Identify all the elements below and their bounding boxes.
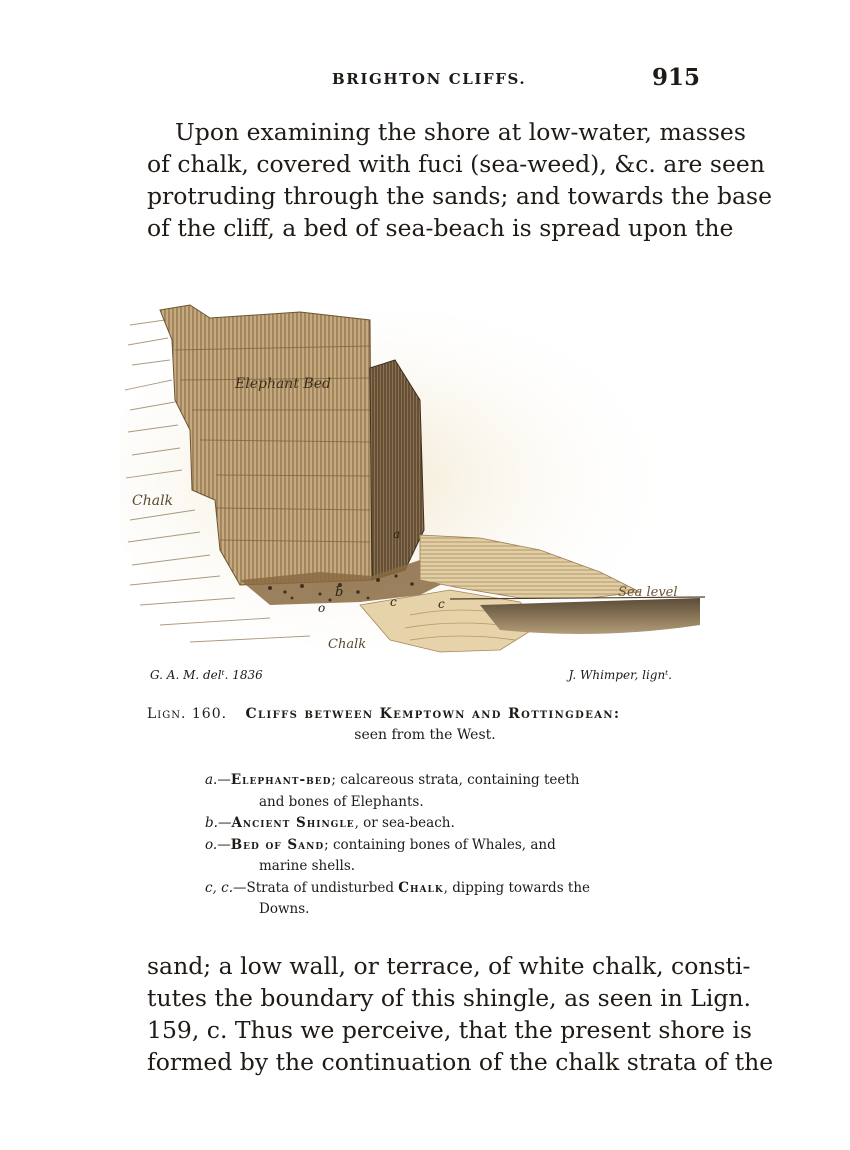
body-paragraph-top	[147, 116, 772, 244]
figure-caption	[147, 704, 703, 746]
text-line: tutes the boundary of this shingle, as seen in Lign.	[147, 984, 752, 1012]
engraving-svg	[120, 280, 710, 670]
running-head	[150, 64, 702, 94]
text-line: protruding through the sands; and towards the base	[147, 182, 772, 210]
legend-term: Ancient Shingle	[231, 815, 355, 831]
credit-engraver: J. Whimper, lignᵗ.	[568, 668, 672, 682]
legend-text: Strata of undisturbed	[246, 879, 399, 896]
legend-item-o: o.—Bed of Sand; containing bones of Whales, and marine shells.	[205, 835, 665, 878]
legend-continuation: marine shells.	[259, 858, 356, 874]
figure-title: Cliffs between Kemptown and Rottingdean:	[245, 706, 621, 722]
legend-text: , or sea-beach.	[354, 815, 455, 831]
legend-continuation: and bones of Elephants.	[259, 793, 424, 810]
legend-item-b: b.—Ancient Shingle, or sea-beach.	[205, 815, 455, 831]
figure-legend	[205, 770, 665, 921]
label-a: a	[393, 527, 401, 541]
caption-title-line	[147, 704, 703, 725]
figure-subtitle: seen from the West.	[354, 727, 496, 743]
legend-text: ; containing bones of Whales, and	[324, 836, 556, 853]
body-paragraph-bottom	[147, 950, 774, 1078]
cliff-shadow-face	[370, 360, 424, 580]
legend-key: c, c.	[205, 879, 233, 896]
legend-item-a: a.—Elephant-bed; calcareous strata, containing teeth and bones of Elephants.	[205, 770, 665, 813]
legend-text: , dipping towards the	[443, 879, 591, 896]
label-chalk-bottom: Chalk	[328, 637, 367, 652]
label-c2: c	[438, 597, 445, 611]
text-line: Upon examining the shore at low-water, masses	[175, 118, 746, 146]
label-o: o	[318, 601, 326, 615]
legend-term: Bed of Sand	[230, 836, 325, 853]
legend-key: a.	[205, 772, 218, 788]
legend-continuation: Downs.	[259, 901, 310, 917]
legend-term: Elephant-bed	[230, 772, 332, 788]
label-b: b	[335, 585, 344, 600]
label-sea-level: Sea level	[618, 585, 678, 600]
legend-key: o.	[205, 836, 218, 853]
running-title: BRIGHTON CLIFFS.	[332, 70, 527, 88]
label-chalk-left: Chalk	[132, 493, 174, 509]
legend-text: ; calcareous strata, containing teeth	[331, 772, 580, 788]
page-number: 915	[651, 64, 700, 91]
cliff-engraving	[120, 280, 710, 670]
engraving-credits	[150, 668, 672, 690]
legend-item-c: c, c.—Strata of undisturbed Chalk, dipping towards the Downs.	[205, 878, 665, 921]
text-line: formed by the continuation of the chalk strata of the	[147, 1048, 774, 1076]
text-line: of the cliff, a bed of sea-beach is spread upon the	[147, 214, 734, 242]
label-elephant-bed: Elephant Bed	[235, 376, 331, 392]
figure-label: Lign. 160.	[147, 706, 228, 722]
label-c1: c	[390, 595, 397, 609]
text-line: 159, c. Thus we perceive, that the present shore is	[147, 1016, 752, 1044]
text-line: of chalk, covered with fuci (sea-weed), &c. are seen	[147, 150, 765, 178]
text-line: sand; a low wall, or terrace, of white chalk, consti-	[147, 952, 751, 980]
legend-key: b.	[205, 815, 218, 831]
legend-term: Chalk	[398, 879, 444, 896]
credit-delineator: G. A. M. delᵗ. 1836	[150, 668, 263, 682]
